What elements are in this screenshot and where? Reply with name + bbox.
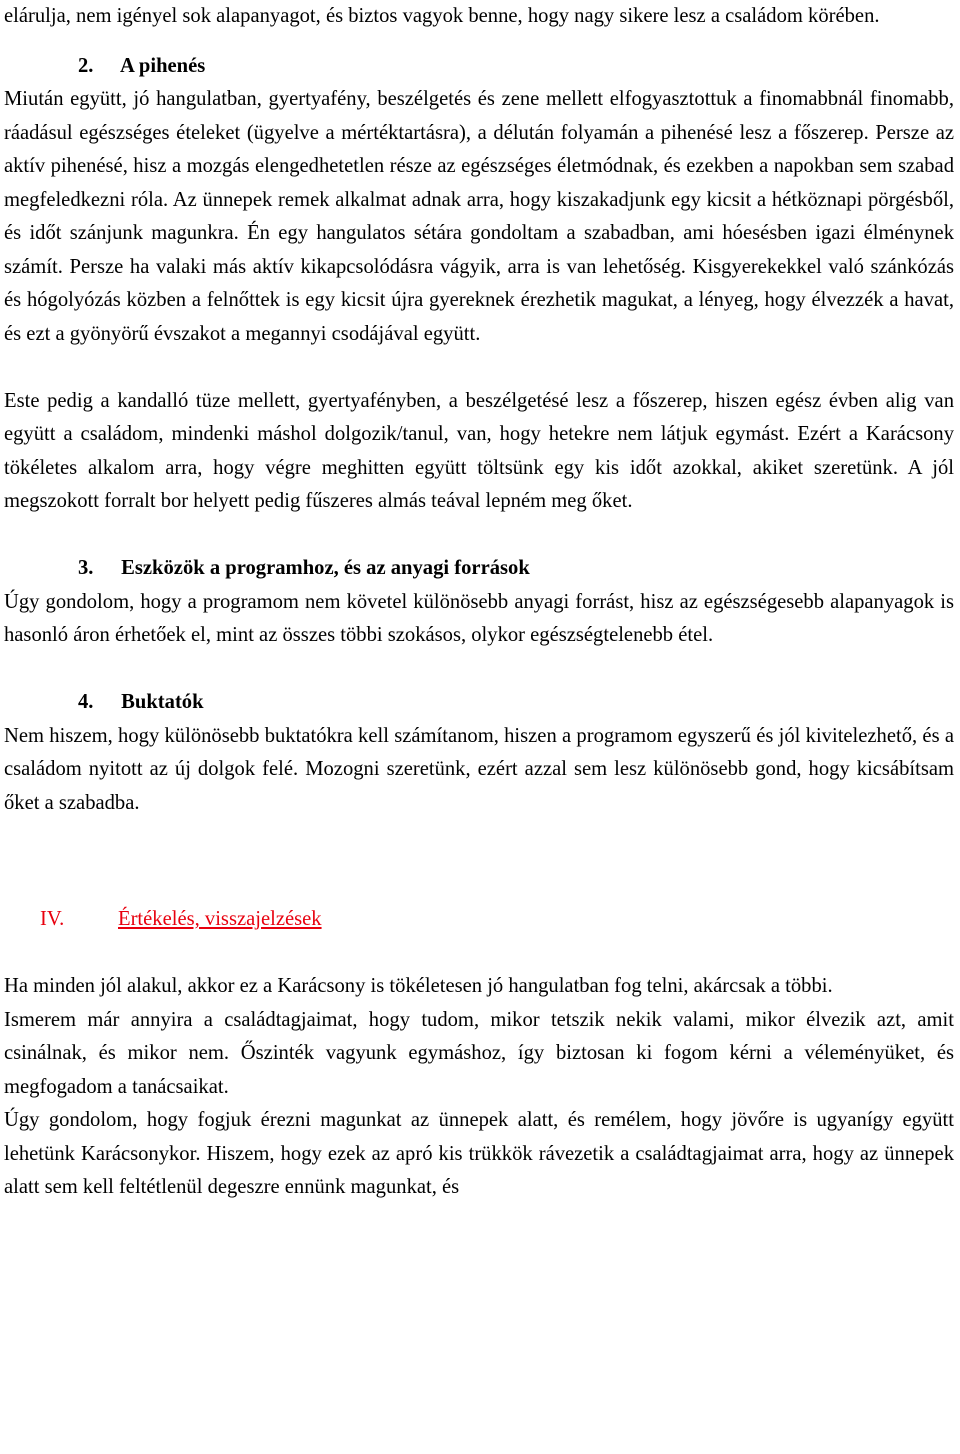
spacer	[4, 653, 954, 687]
section-4-number: 4.	[78, 691, 94, 713]
document-page	[4, 0, 954, 1205]
section-iv-roman: IV.	[40, 908, 65, 930]
section-2-paragraph-1: Miután együtt, jó hangulatban, gyertyafény, beszélgetés és zene mellett elfogyasztottuk a finomabbnál finomabb, ráadásul egészséges ételeket (ügyelve a mértéktartásra), a délután folyamán a pihenésé lesz a főszerep. Persze az aktív pihenésé, hisz a mozgás elengedhetetlen része az egészséges életmódnak, és ezekben a napokban sem szabad megfeledkezni róla. Az ünnepek remek alkalmat adnak arra, hogy kiszakadjunk egy kicsit a hétköznapi pörgésből, és időt szánjunk magunkra. Én egy hangulatos sétára gondoltam a szabadban, ami hóesésben igazi élménynek számít. Persze ha valaki más aktív kikapcsolódásra vágyik, arra is van lehetőség. Kisgyerekekkel való szánkózás és hógolyózás közben a felnőttek is egy kicsit újra gyereknek érezhetik magukat, a lényeg, hogy élvezzék a havat, és ezt a gyönyörű évszakot a megannyi csodájával együtt.	[4, 88, 954, 345]
spacer	[4, 519, 954, 553]
section-2-title: A pihenés	[120, 54, 206, 77]
spacer	[4, 34, 954, 50]
section-3-heading	[4, 552, 954, 586]
section-3-paragraph: Úgy gondolom, hogy a programom nem követel különösebb anyagi forrást, hisz az egészségesebb alapanyagok is hasonló áron érhetőek el, mint az összes többi szokásos, olykor egészségtelenebb étel.	[4, 590, 954, 646]
spacer	[4, 351, 954, 385]
spacer	[4, 820, 954, 854]
section-2-number: 2.	[78, 54, 94, 77]
spacer	[4, 937, 954, 971]
section-iv-paragraph-1: Ha minden jól alakul, akkor ez a Karácsony is tökéletesen jó hangulatban fog telni, akárcsak a többi.	[4, 975, 833, 997]
section-iv-heading	[4, 903, 954, 937]
section-3-number: 3.	[78, 557, 94, 579]
section-2-paragraph-2: Este pedig a kandalló tüze mellett, gyertyafényben, a beszélgetésé lesz a főszerep, hiszen egész évben alig van együtt a családom, mindenki máshol dolgozik/tanul, van, hogy hetekre nem látjuk egymást. Ezért a Karácsony tökéletes alkalom arra, hogy végre meghitten együtt töltsünk egy kis időt azokkal, akiket szeretünk. A jól megszokott forralt bor helyett pedig fűszeres almás teával lepném meg őket.	[4, 389, 954, 512]
section-3-title: Eszközök a programhoz, és az anyagi források	[121, 557, 530, 579]
section-2-heading	[4, 50, 954, 84]
section-4-heading	[4, 686, 954, 720]
spacer	[4, 854, 954, 888]
intro-paragraph: elárulja, nem igényel sok alapanyagot, és biztos vagyok benne, hogy nagy sikere lesz a családom körében.	[4, 5, 880, 27]
section-iv-paragraph-3: Úgy gondolom, hogy fogjuk érezni magunkat az ünnepek alatt, és remélem, hogy jövőre is ugyanígy együtt lehetünk Karácsonykor. Hiszem, hogy ezek az apró kis trükkök rávezetik a családtagjaimat arra, hogy az ünnepek alatt sem kell feltétlenül degeszre ennünk magunkat, és	[4, 1109, 954, 1198]
spacer	[4, 887, 954, 903]
section-iv-paragraph-2: Ismerem már annyira a családtagjaimat, hogy tudom, mikor tetszik nekik valami, mikor élvezik azt, amit csinálnak, és mikor nem. Őszinték vagyunk egymáshoz, így biztosan ki fogom kérni a véleményüket, és megfogadom a tanácsaikat.	[4, 1008, 954, 1098]
section-4-paragraph: Nem hiszem, hogy különösebb buktatókra kell számítanom, hiszen a programom egyszerű és jól kivitelezhető, és a családom nyitott az új dolgok felé. Mozogni szeretünk, ezért azzal sem lesz különösebb gond, hogy kicsábítsam őket a szabadba.	[4, 724, 954, 814]
section-iv-title: Értékelés, visszajelzések	[118, 908, 322, 930]
section-4-title: Buktatók	[121, 691, 204, 713]
